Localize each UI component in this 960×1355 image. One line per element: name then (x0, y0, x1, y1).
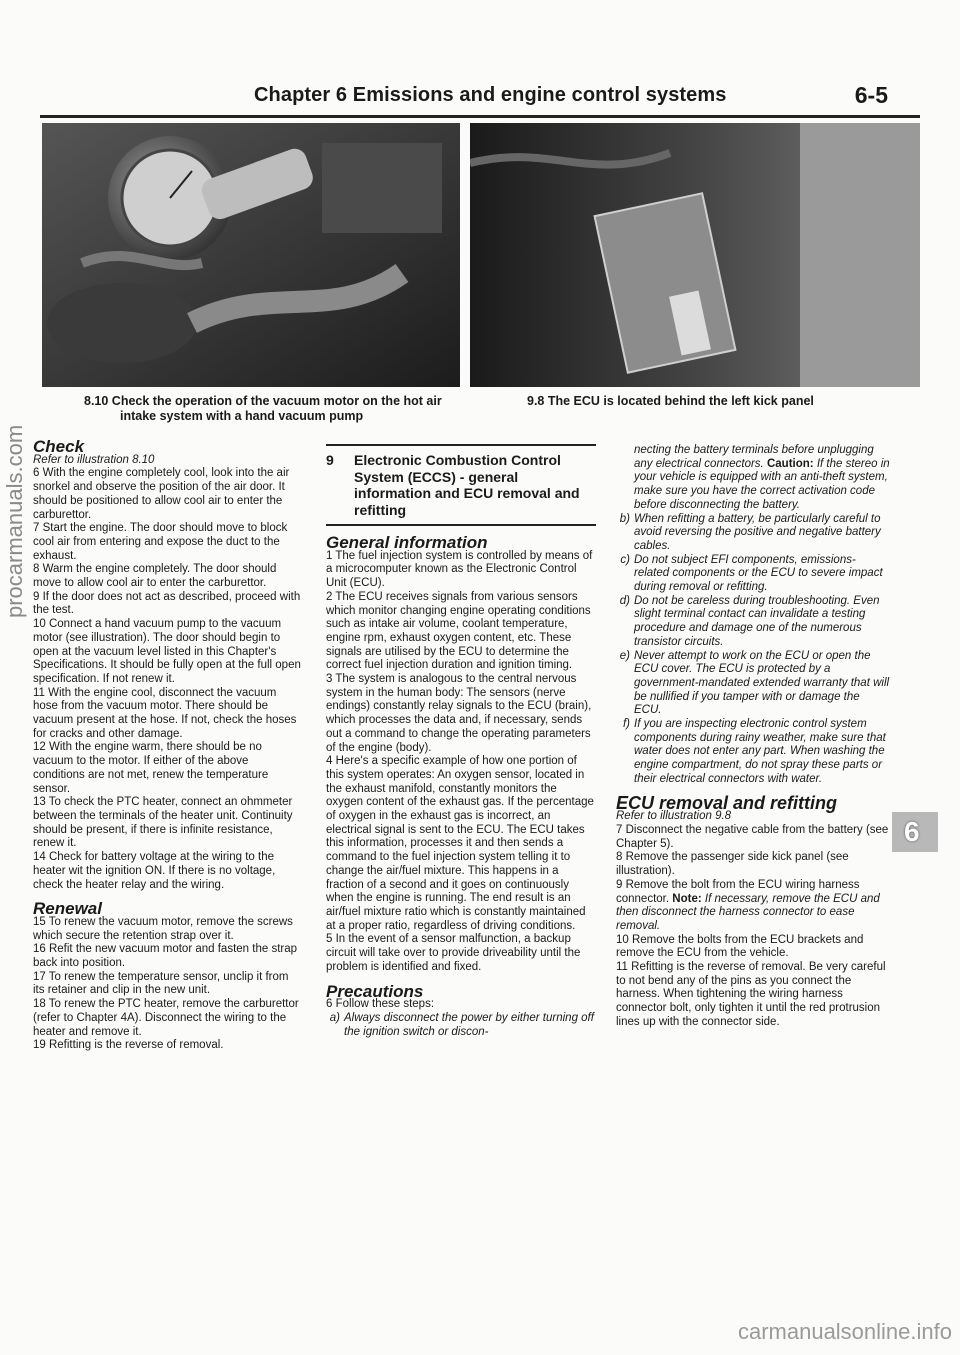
column-3 (616, 444, 890, 1030)
paragraph: 14 Check for battery voltage at the wiring to the heater wit the ignition ON. If there is no voltage, check the heater relay and the wiring. (33, 851, 276, 891)
paragraph: 11 Refitting is the reverse of removal. Be very careful to not bend any of the pins as you connect the harness. When tightening the wiring harness connector bolt, only tighten it until the red protrusion lines up with the connector side. (616, 961, 886, 1028)
list-item: c) Do not subject EFI components, emissions-related components or the ECU to severe impact during removal or refitting. (620, 553, 883, 594)
figure-caption-9-8: 9.8 The ECU is located behind the left kick panel (527, 394, 814, 408)
renewal-heading: Renewal (33, 899, 102, 919)
check-heading: Check (33, 437, 85, 456)
general-info-heading: General information (326, 533, 488, 552)
paragraph: 3 The system is analogous to the central nervous system in the human body: The sensors (nerve endings) constantly relay signals to the ECU (brain), which processes the data and, if necessary, sends out a command to change the operating parameters of the engine (body). (326, 673, 592, 754)
paragraph: 8 Warm the engine completely. The door should move to allow cool air to enter the carburettor. (33, 563, 277, 590)
paragraph: 9 If the door does not act as described, proceed with the test. (33, 590, 301, 617)
paragraph: 16 Refit the new vacuum motor and fasten the strap back into position. (33, 943, 298, 970)
paragraph: 8 Remove the passenger side kick panel (see illustration). (616, 851, 849, 878)
page-number: 6-5 (854, 82, 888, 108)
figure-caption-8-10: 8.10 Check the operation of the vacuum motor on the hot air intake system with a hand vacuum pump (84, 394, 442, 423)
column-1 (33, 437, 303, 1053)
ecu-ref: Refer to illustration 9.8 (616, 810, 732, 823)
paragraph: 18 To renew the PTC heater, remove the carburettor (refer to Chapter 4A). Disconnect the wiring to the heater and remove it. (33, 998, 299, 1038)
paragraph: 6 With the engine completely cool, look into the air snorkel and observe the position of the air door. It should be positioned to allow cool air to enter the carburettor. (33, 467, 290, 521)
section-number: 9 (326, 452, 334, 468)
paragraph: 15 To renew the vacuum motor, remove the screws which secure the retention strap over it. (33, 915, 293, 942)
paragraph: 2 The ECU receives signals from various sensors which monitor changing engine operating conditions such as intake air volume, coolant temperature, engine rpm, exhaust oxygen content, etc. These signals are utilised by the ECU to determine the correct fuel injection duration and ignition timing. (326, 590, 591, 672)
paragraph: 11 With the engine cool, disconnect the vacuum hose from the vacuum motor. There should be vacuum present at the hose. If not, check the hoses for cracks and other damage. (33, 686, 297, 740)
paragraph: 5 In the event of a sensor malfunction, a backup circuit will take over to provide driveability until the problem is identified and fixed. (326, 933, 581, 973)
note-label: Note: (672, 892, 702, 905)
paragraph: 10 Remove the bolts from the ECU brackets and remove the ECU from the vehicle. (616, 933, 864, 960)
paragraph: 13 To check the PTC heater, connect an ohmmeter between the terminals of the heater unit. Continuity should be present, if there is infinite resistance, renew it. (33, 796, 293, 850)
section-heading (326, 446, 596, 524)
check-ref: Refer to illustration 8.10 (33, 453, 155, 466)
list-item: d) Do not be careless during troubleshooting. Even slight terminal contact can invalidate a testing procedure and damage one of the numerous transistor circuits. (619, 594, 880, 648)
caution-label: Caution: (766, 457, 814, 470)
list-item: f) If you are inspecting electronic control system components during rainy weather, make sure that water does not enter any part. When washing the engine compartment, do not spray these parts or their electrical connectors with water. (622, 718, 886, 785)
section-title: Electronic Combustion Control System (ECCS) - general information and ECU removal and refitting (354, 452, 580, 518)
paragraph: 12 With the engine warm, there should be no vacuum to the motor. If either of the above conditions are not met, renew the temperature sensor. (33, 741, 269, 795)
chapter-title: Chapter 6 Emissions and engine control systems (254, 84, 727, 106)
vacuum-pump-photo (42, 123, 460, 387)
paragraph: 19 Refitting is the reverse of removal. (33, 1039, 224, 1052)
precautions-heading: Precautions (326, 981, 424, 1001)
side-watermark: procarmanuals.com (2, 424, 27, 618)
paragraph: 10 Connect a hand vacuum pump to the vacuum motor (see illustration). The door should begin to open at the vacuum level listed in this Chapter's Specifications. It should be fully open at the full open specification. If not renew it. (33, 618, 301, 685)
list-item: e) Never attempt to work on the ECU or open the ECU cover. The ECU is protected by a government-mandated extended warranty that will be nullified if you tamper with or damage the ECU. (619, 649, 890, 717)
chapter-tab: 6 (892, 812, 938, 852)
list-item: a) Always disconnect the power by either turning off the ignition switch or discon- (329, 1011, 594, 1038)
ecu-removal-heading: ECU removal and refitting (616, 792, 838, 813)
header-rule (40, 115, 920, 118)
page-header (40, 82, 920, 112)
column-2 (326, 444, 596, 1039)
list-item-continued: necting the battery terminals before unplugging any electrical connectors. Caution: If the stereo in your vehicle is equipped with an anti-theft system, make sure you have the correct activation code before disconnecting the battery. (634, 444, 890, 511)
paragraph: 7 Start the engine. The door should move to block cool air from entering and expose the duct to the exhaust. (33, 522, 288, 562)
list-item: b) When refitting a battery, be particularly careful to avoid reversing the positive and negative battery cables. (619, 512, 881, 552)
paragraph: 7 Disconnect the negative cable from the battery (see Chapter 5). (616, 823, 889, 850)
paragraph: 17 To renew the temperature sensor, unclip it from its retainer and clip in the new unit. (33, 970, 289, 997)
paragraph: 6 Follow these steps: (326, 998, 435, 1011)
footer-watermark: carmanualsonline.info (737, 1319, 952, 1344)
paragraph: 1 The fuel injection system is controlled by means of a microcomputer known as the Electronic Control Unit (ECU). (326, 549, 593, 590)
paragraph: 4 Here's a specific example of how one portion of this system operates: An oxygen sensor, located in the exhaust manifold, constantly monitors the oxygen content of the exhaust gas. If the percentage of oxygen in the exhaust gas is incorrect, an electrical signal is sent to the ECU. The ECU takes this information, processes it and then sends a command to the fuel injection system telling it to change the air/fuel mixture. This happens in a fraction of a second and it goes on continuously when the engine is running. The end result is an air/fuel mixture ratio which is constantly maintained at a proper ratio, regardless of driving conditions. (326, 755, 594, 932)
paragraph: 9 Remove the bolt from the ECU wiring harness connector. Note: If necessary, remove the ECU and then disconnect the harness connector to ease removal. (616, 878, 880, 932)
ecu-kick-panel-photo (470, 123, 920, 387)
